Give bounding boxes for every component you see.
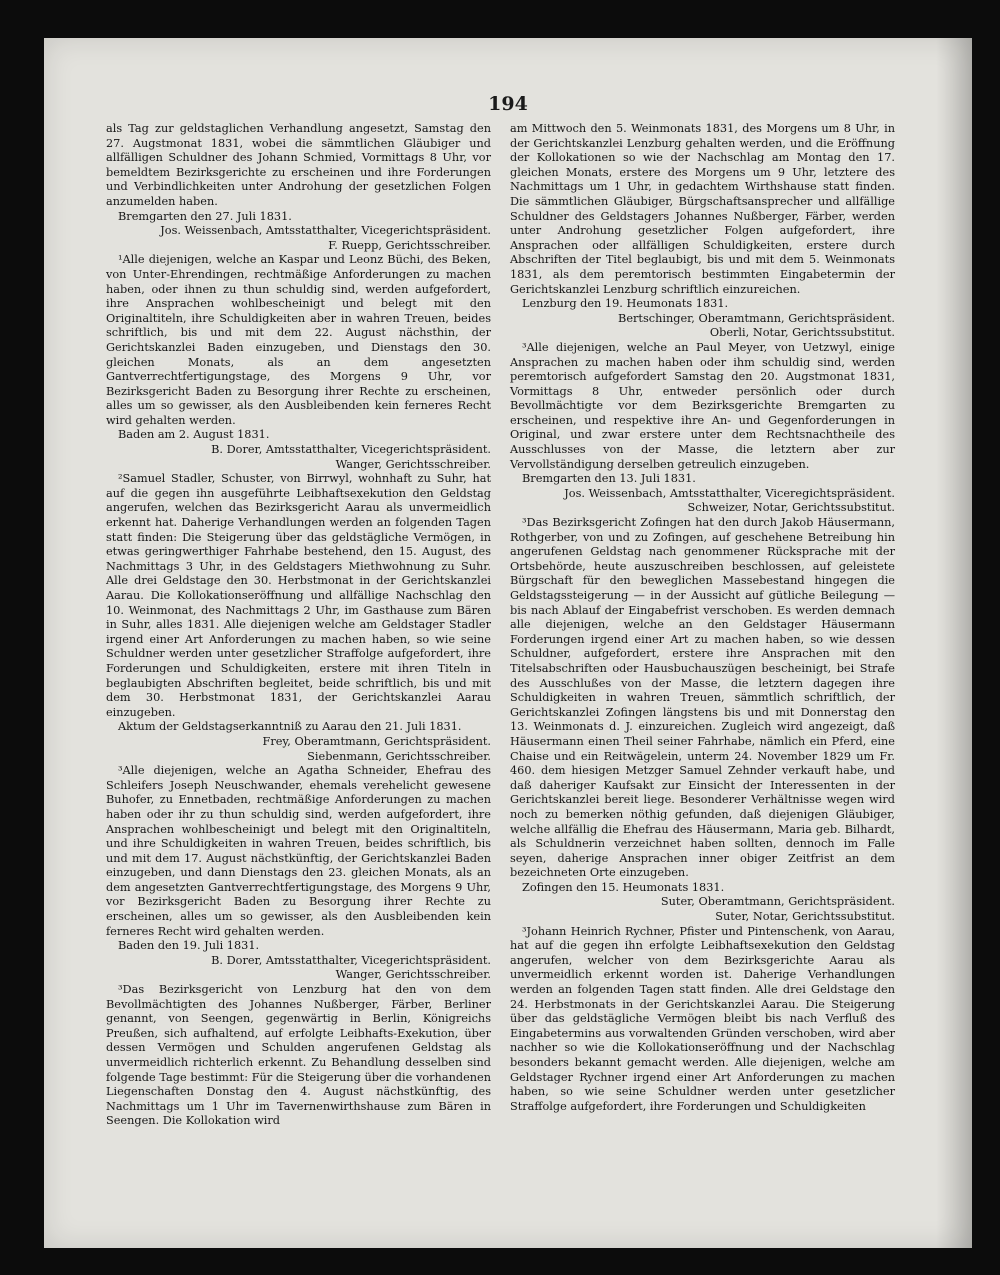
signature-line: Oberli, Notar, Gerichtssubstitut. bbox=[709, 326, 895, 340]
signature-line: Wanger, Gerichtsschreiber. bbox=[335, 457, 491, 471]
signature-line: B. Dorer, Amtsstatthalter, Vicegerichtspräsident. bbox=[211, 443, 491, 457]
signature-block bbox=[510, 487, 895, 516]
page-number: 194 bbox=[488, 93, 528, 115]
dateline: Baden am 2. August 1831. bbox=[118, 428, 270, 442]
signature-line: Suter, Oberamtmann, Gerichtspräsident. bbox=[660, 895, 895, 909]
signature-block bbox=[510, 312, 895, 341]
signature-line: Jos. Weissenbach, Amtsstatthalter, Vicegerichtspräsident. bbox=[160, 224, 491, 238]
page-edge-shadow bbox=[936, 38, 972, 1248]
right-column bbox=[510, 122, 895, 1114]
left-column bbox=[106, 122, 491, 1129]
signature-block bbox=[106, 735, 491, 764]
signature-line: Jos. Weissenbach, Amtsstatthalter, Viceregichtspräsident. bbox=[564, 486, 895, 500]
signature-line: Siebenmann, Gerichtsschreiber. bbox=[307, 749, 491, 763]
dateline: Bremgarten den 27. Juli 1831. bbox=[118, 209, 292, 223]
notice-paragraph: ³Alle diejenigen, welche an Paul Meyer, von Uetzwyl, einige Ansprachen zu machen haben oder ihm schuldig sind, werden peremtorisch aufgefordert Samstag den 20. Augstmonat 1831, Vormittags 8 Uhr, entweder persönlich oder durch Bevollmächtigte vor dem Bezirksgerichte Bremgarten zu erscheinen, und respektive ihre An- und Gegenforderungen in Original, und zwar erstere unter dem Rechtsnachtheile des Ausschlusses von der Masse, die letztern aber zur Vervollständigung derselben getreulich einzugeben. bbox=[510, 340, 895, 471]
notice-paragraph: ¹Alle diejenigen, welche an Kaspar und Leonz Büchi, des Beken, von Unter-Ehrendingen, rechtmäßige Anforderungen zu machen haben, oder ihnen zu thun schuldig sind, werden aufgefordert, ihre Ansprachen wohlbescheinigt und belegt mit den Originaltiteln, ihre Schuldigkeiten aber in wahren Treuen, beides schriftlich, bis und mit dem 22. August nächsthin, der Gerichtskanzlei Baden einzugeben, und Dienstags den 30. gleichen Monats, als an dem angesetzten Gantverrechtfertigungstage, des Morgens 9 Uhr, vor Bezirksgericht Baden zu Besorgung ihrer Rechte zu erscheinen, alles um so gewisser, als den Ausbleibenden kein ferneres Recht wird gehalten werden. bbox=[106, 253, 491, 427]
signature-line: Suter, Notar, Gerichtssubstitut. bbox=[715, 910, 895, 924]
signature-line: Schweizer, Notar, Gerichtssubstitut. bbox=[687, 501, 895, 515]
signature-block bbox=[106, 954, 491, 983]
continued-text: am Mittwoch den 5. Weinmonats 1831, des Morgens um 8 Uhr, in der Gerichtskanzlei Lenzburg gehalten werden, und die Eröffnung der Kollokationen so wie der Nachschlag am Montag den 17. gleichen Monats, erstere des Morgens um 9 Uhr, letztere des Nachmittags um 1 Uhr, in gedachtem Wirthshause statt finden. Die sämmtlichen Gläubiger, Bürgschaftsansprecher und allfällige Schuldner des Geldstagers Johannes Nußberger, Färber, werden unter Androhung gesetzlicher Folgen aufgefordert, ihre Ansprachen oder allfälligen Schuldigkeiten, erstere durch Abschriften der Titel beglaubigt, bis und mit dem 5. Weinmonats 1831, als dem peremtorisch bestimmten Eingabetermin der Gerichtskanzlei Lenzburg schriftlich einzureichen. bbox=[510, 122, 895, 296]
signature-block bbox=[106, 443, 491, 472]
signature-line: Wanger, Gerichtsschreiber. bbox=[335, 968, 491, 982]
continued-text: als Tag zur geldstaglichen Verhandlung angesetzt, Samstag den 27. Augstmonat 1831, wobei die sämmtlichen Gläubiger und allfälligen Schuldner des Johann Schmied, Vormittags 8 Uhr, vor bemeldtem Bezirksgerichte zu erscheinen und ihre Forderungen und Verbindlichkeiten unter Androhung der gesetzlichen Folgen anzumelden haben. bbox=[106, 122, 491, 208]
newspaper-page bbox=[44, 38, 972, 1248]
signature-block bbox=[106, 224, 491, 253]
signature-line: Frey, Oberamtmann, Gerichtspräsident. bbox=[262, 734, 491, 748]
dateline: Bremgarten den 13. Juli 1831. bbox=[522, 472, 696, 486]
signature-line: B. Dorer, Amtsstatthalter, Vicegerichtspräsident. bbox=[211, 953, 491, 967]
dateline: Aktum der Geldstagserkanntniß zu Aarau den 21. Juli 1831. bbox=[118, 720, 462, 734]
signature-block bbox=[510, 895, 895, 924]
notice-paragraph: ³Das Bezirksgericht von Lenzburg hat den von dem Bevollmächtigten des Johannes Nußberger, Färber, Berliner genannt, von Seengen, gegenwärtig in Berlin, Königreichs Preußen, sich aufhaltend, auf erfolgte Leibhafts-Exekution, über dessen Vermögen und Schulden angerufenen Geldstag als unvermeidlich richterlich erkennt. Zu Behandlung desselben sind folgende Tage bestimmt: Für die Steigerung über die vorhandenen Liegenschaften Donstag den 4. August nächstkünftig, des Nachmittags um 1 Uhr im Tavernenwirthshause zum Bären in Seengen. Die Kollokation wird bbox=[106, 983, 491, 1128]
dateline: Baden den 19. Juli 1831. bbox=[118, 939, 260, 953]
signature-line: F. Ruepp, Gerichtsschreiber. bbox=[328, 238, 491, 252]
notice-paragraph: ³Das Bezirksgericht Zofingen hat den durch Jakob Häusermann, Rothgerber, von und zu Zofingen, auf geschehene Betreibung hin angerufenen Geldstag nach genommener Rücksprache mit der Ortsbehörde, heute auszuschreiben beschlossen, auf geleistete Bürgschaft für den beweglichen Massebestand hingegen die Geldstagssteigerung — in der Aussicht auf gütliche Beilegung — bis nach Ablauf der Eingabefrist verschoben. Es werden demnach alle diejenigen, welche an den Geldstager Häusermann Forderungen irgend einer Art zu machen haben, so wie dessen Schuldner, aufgefordert, erstere ihre Ansprachen mit den Titelsabschriften oder Hausbuchauszügen bescheinigt, bei Strafe des Ausschlußes von der Masse, die letztern dagegen ihre Schuldigkeiten in wahren Treuen, sämmtlich schriftlich, der Gerichtskanzlei Zofingen längstens bis und mit Donnerstag den 13. Weinmonats d. J. einzureichen. Zugleich wird angezeigt, daß Häusermann einen Theil seiner Fahrhabe, nämlich ein Pferd, eine Chaise und ein Reitwägelein, unterm 24. November 1829 um Fr. 460. dem hiesigen Metzger Samuel Zehnder verkauft habe, und daß daheriger Kaufsakt zur Einsicht der Interessenten in der Gerichtskanzlei bereit liege. Besonderer Verhältnisse wegen wird noch zu bemerken nöthig gefunden, daß diejenigen Gläubiger, welche allfällig die Ehefrau des Häusermann, Maria geb. Bilhardt, als Schuldnerin verzeichnet haben sollten, dennoch im Falle seyen, daherige Ansprachen inner obiger Zeitfrist an dem bezeichneten Orte einzugeben. bbox=[510, 516, 895, 880]
notice-paragraph: ²Samuel Stadler, Schuster, von Birrwyl, wohnhaft zu Suhr, hat auf die gegen ihn ausgeführte Leibhaftsexekution den Geldstag angerufen, welchen das Bezirksgericht Aarau als unvermeidlich erkennt hat. Daherige Verhandlungen werden an folgenden Tagen statt finden: Die Steigerung über das geldstägliche Vermögen, in etwas geringwerthiger Fahrhabe bestehend, den 15. August, des Nachmittags 3 Uhr, in des Geldstagers Miethwohnung zu Suhr. Alle drei Geldstage den 30. Herbstmonat in der Gerichtskanzlei Aarau. Die Kollokationseröffnung und allfällige Nachschlag den 10. Weinmonat, des Nachmittags 2 Uhr, im Gasthause zum Bären in Suhr, alles 1831. Alle diejenigen welche am Geldstager Stadler irgend einer Art Anforderungen zu machen haben, so wie seine Schuldner werden unter gesetzlicher Straffolge aufgefordert, ihre Forderungen und Schuldigkeiten, erstere mit ihren Titeln in beglaubigten Abschriften begleitet, beide schriftlich, bis und mit dem 30. Herbstmonat 1831, der Gerichtskanzlei Aarau einzugeben. bbox=[106, 472, 491, 719]
dateline: Lenzburg den 19. Heumonats 1831. bbox=[522, 297, 729, 311]
notice-paragraph: ³Alle diejenigen, welche an Agatha Schneider, Ehefrau des Schleifers Joseph Neuschwander, ehemals verehelicht gewesene Buhofer, zu Ennetbaden, rechtmäßige Anforderungen zu machen haben oder ihr zu thun schuldig sind, werden aufgefordert, ihre Ansprachen wohlbescheinigt und belegt mit den Originaltiteln, und ihre Schuldigkeiten in wahren Treuen, beides schriftlich, bis und mit dem 17. August nächstkünftig, der Gerichtskanzlei Baden einzugeben, und dann Dienstags den 23. gleichen Monats, als an dem angesetzten Gantverrechtfertigungstage, des Morgens 9 Uhr, vor Bezirksgericht Baden zu Besorgung ihrer Rechte zu erscheinen, alles um so gewisser, als den Ausbleibenden kein ferneres Recht wird gehalten werden. bbox=[106, 764, 491, 938]
notice-paragraph: ³Johann Heinrich Rychner, Pfister und Pintenschenk, von Aarau, hat auf die gegen ihn erfolgte Leibhaftsexekution den Geldstag angerufen, welcher von dem Bezirksgerichte Aarau als unvermeidlich erkennt worden ist. Daherige Verhandlungen werden an folgenden Tagen statt finden. Alle drei Geldstage den 24. Herbstmonats in der Gerichtskanzlei Aarau. Die Steigerung über das geldstägliche Vermögen bleibt bis nach Verfluß des Eingabetermins aus vorwaltenden Gründen verschoben, wird aber nachher so wie die Kollokationseröffnung und der Nachschlag besonders bekannt gemacht werden. Alle diejenigen, welche am Geldstager Rychner irgend einer Art Anforderungen zu machen haben, so wie seine Schuldner werden unter gesetzlicher Straffolge aufgefordert, ihre Forderungen und Schuldigkeiten bbox=[510, 924, 895, 1113]
dateline: Zofingen den 15. Heumonats 1831. bbox=[522, 880, 725, 894]
signature-line: Bertschinger, Oberamtmann, Gerichtspräsident. bbox=[618, 311, 895, 325]
